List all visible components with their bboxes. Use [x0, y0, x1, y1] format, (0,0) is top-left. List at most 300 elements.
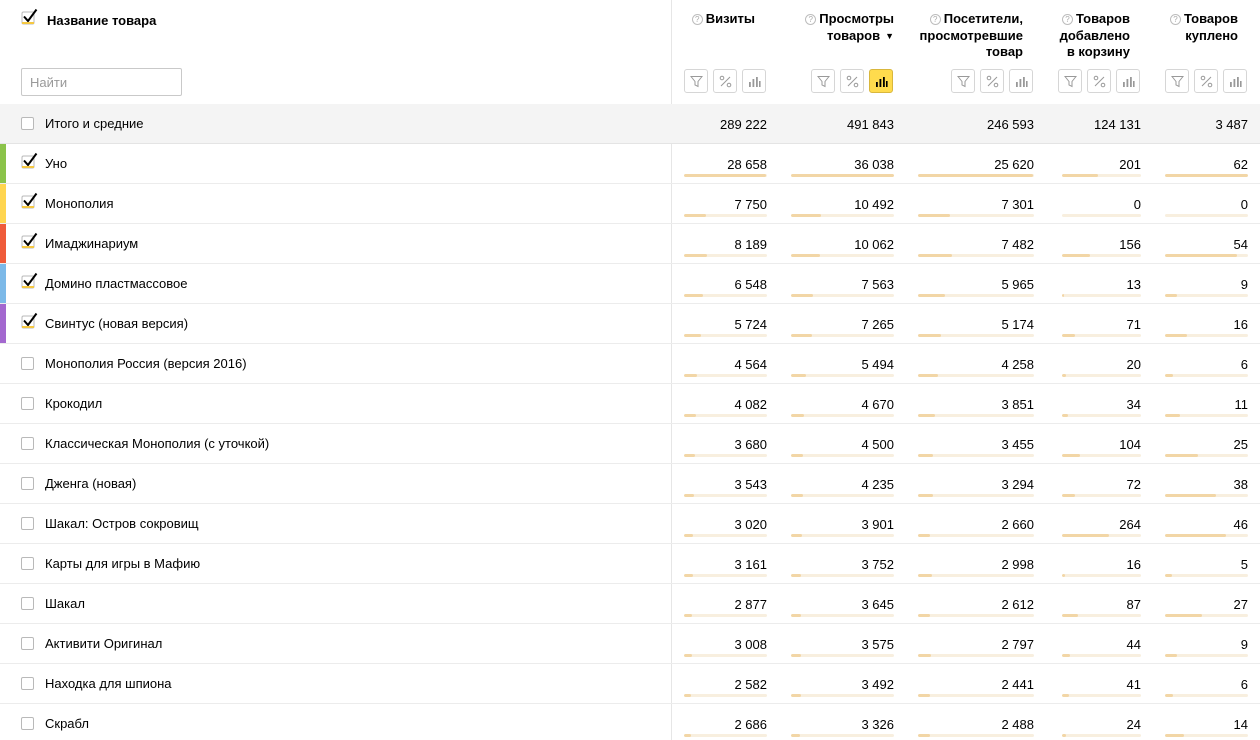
share-bar-track	[1062, 614, 1141, 617]
share-bar-fill	[1165, 294, 1177, 297]
share-bar-track	[1165, 494, 1248, 497]
share-bar-track	[1165, 294, 1248, 297]
metric-value: 3 492	[861, 677, 894, 692]
share-bar-track	[918, 254, 1034, 257]
column-label: Просмотры товаров	[819, 11, 894, 43]
share-bar-track	[1165, 374, 1248, 377]
row-checkbox[interactable]	[21, 677, 34, 690]
percent-button[interactable]	[840, 69, 864, 93]
help-icon[interactable]: ?	[692, 14, 703, 25]
product-name[interactable]: Имаджинариум	[45, 236, 139, 251]
total-purchased: 3 487	[1215, 117, 1248, 132]
metric-value: 3 161	[734, 557, 767, 572]
share-bar-track	[1062, 454, 1141, 457]
metric-value: 7 301	[1001, 197, 1034, 212]
share-bar-fill	[684, 214, 706, 217]
chart-button[interactable]	[742, 69, 766, 93]
metric-value: 25	[1233, 437, 1248, 452]
metric-value: 201	[1119, 157, 1141, 172]
metric-value: 38	[1233, 477, 1248, 492]
filter-button[interactable]	[684, 69, 708, 93]
product-name[interactable]: Монополия Россия (версия 2016)	[45, 356, 247, 371]
metric-value: 7 563	[861, 277, 894, 292]
share-bar-track	[791, 694, 894, 697]
row-checkbox-checked[interactable]	[21, 312, 38, 329]
share-bar-track	[684, 654, 767, 657]
metric-value: 3 543	[734, 477, 767, 492]
share-bar-track	[1062, 534, 1141, 537]
share-bar-track	[1062, 414, 1141, 417]
metric-value: 13	[1126, 277, 1141, 292]
product-name[interactable]: Скрабл	[45, 716, 89, 731]
row-checkbox[interactable]	[21, 517, 34, 530]
share-bar-fill	[791, 374, 806, 377]
product-name[interactable]: Домино пластмассовое	[45, 276, 188, 291]
share-bar-track	[791, 454, 894, 457]
metric-value: 62	[1233, 157, 1248, 172]
share-bar-fill	[791, 534, 802, 537]
table-row[interactable]	[0, 504, 1260, 544]
filter-button[interactable]	[1165, 69, 1189, 93]
metric-value: 8 189	[734, 237, 767, 252]
product-name[interactable]: Монополия	[45, 196, 114, 211]
row-checkbox[interactable]	[21, 717, 34, 730]
share-bar-track	[1165, 734, 1248, 737]
share-bar-fill	[918, 494, 933, 497]
metric-value: 4 235	[861, 477, 894, 492]
metric-value: 25 620	[994, 157, 1034, 172]
share-bar-track	[1165, 574, 1248, 577]
share-bar-track	[1062, 374, 1141, 377]
table-row[interactable]	[0, 424, 1260, 464]
metric-value: 28 658	[727, 157, 767, 172]
share-bar-track	[684, 494, 767, 497]
share-bar-track	[684, 254, 767, 257]
share-bar-fill	[918, 654, 931, 657]
share-bar-track	[1165, 694, 1248, 697]
column-header-product-views[interactable]	[784, 11, 894, 44]
share-bar-track	[918, 454, 1034, 457]
chart-button[interactable]	[1223, 69, 1247, 93]
column-title-product-name[interactable]: Название товара	[47, 13, 157, 28]
share-bar-fill	[918, 694, 930, 697]
chart-button[interactable]	[1116, 69, 1140, 93]
share-bar-track	[791, 374, 894, 377]
totals-row	[0, 104, 1260, 144]
share-bar-track	[791, 494, 894, 497]
metric-value: 2 797	[1001, 637, 1034, 652]
share-bar-fill	[1062, 254, 1090, 257]
share-bar-track	[791, 174, 894, 177]
share-bar-fill	[1062, 374, 1066, 377]
share-bar-track	[791, 334, 894, 337]
share-bar-fill	[918, 414, 935, 417]
product-name[interactable]: Шакал	[45, 596, 85, 611]
share-bar-track	[918, 294, 1034, 297]
metric-value: 0	[1133, 197, 1141, 212]
row-checkbox[interactable]	[21, 477, 34, 490]
column-header-visits[interactable]	[692, 11, 755, 28]
share-bar-track	[684, 614, 767, 617]
product-name[interactable]: Находка для шпиона	[45, 676, 172, 691]
share-bar-fill	[791, 574, 801, 577]
share-bar-track	[1062, 574, 1141, 577]
share-bar-fill	[791, 254, 820, 257]
share-bar-track	[791, 534, 894, 537]
column-header-added-to-cart[interactable]	[1052, 11, 1130, 61]
row-checkbox[interactable]	[21, 397, 34, 410]
share-bar-fill	[684, 494, 694, 497]
share-bar-fill	[1062, 734, 1066, 737]
share-bar-fill	[1165, 454, 1198, 457]
share-bar-fill	[1165, 334, 1187, 337]
metric-value: 5	[1240, 557, 1248, 572]
share-bar-track	[791, 574, 894, 577]
chart-button[interactable]	[1009, 69, 1033, 93]
metric-value: 5 494	[861, 357, 894, 372]
metric-value: 20	[1126, 357, 1141, 372]
percent-button[interactable]	[713, 69, 737, 93]
share-bar-fill	[1062, 654, 1070, 657]
share-bar-fill	[918, 214, 950, 217]
product-name[interactable]: Шакал: Остров сокровищ	[45, 516, 199, 531]
metric-value: 10 492	[854, 197, 894, 212]
metric-value: 3 326	[861, 717, 894, 732]
percent-button[interactable]	[1194, 69, 1218, 93]
share-bar-track	[684, 574, 767, 577]
share-bar-track	[684, 414, 767, 417]
share-bar-fill	[684, 654, 692, 657]
table-row[interactable]	[0, 624, 1260, 664]
share-bar-fill	[684, 334, 701, 337]
share-bar-fill	[1165, 174, 1248, 177]
share-bar-track	[684, 454, 767, 457]
share-bar-track	[1165, 254, 1248, 257]
metric-value: 87	[1126, 597, 1141, 612]
share-bar-track	[791, 254, 894, 257]
sort-desc-icon[interactable]: ▼	[885, 30, 894, 41]
metric-value: 2 686	[734, 717, 767, 732]
metric-value: 2 998	[1001, 557, 1034, 572]
total-added-to-cart: 124 131	[1094, 117, 1141, 132]
metric-value: 34	[1126, 397, 1141, 412]
share-bar-track	[1165, 214, 1248, 217]
help-icon[interactable]: ?	[1062, 14, 1073, 25]
metric-value: 71	[1126, 317, 1141, 332]
share-bar-track	[1165, 454, 1248, 457]
share-bar-fill	[1062, 174, 1098, 177]
share-bar-track	[1062, 694, 1141, 697]
table-row[interactable]	[0, 584, 1260, 624]
share-bar-fill	[1062, 534, 1109, 537]
share-bar-track	[684, 534, 767, 537]
share-bar-fill	[918, 174, 1033, 177]
metric-value: 3 901	[861, 517, 894, 532]
filter-button[interactable]	[951, 69, 975, 93]
table-row[interactable]	[0, 544, 1260, 584]
product-name[interactable]: Классическая Монополия (с уточкой)	[45, 436, 270, 451]
metric-value: 27	[1233, 597, 1248, 612]
share-bar-fill	[791, 454, 803, 457]
share-bar-track	[684, 214, 767, 217]
metric-value: 72	[1126, 477, 1141, 492]
share-bar-fill	[791, 734, 800, 737]
share-bar-track	[1062, 334, 1141, 337]
share-bar-track	[1062, 294, 1141, 297]
table-row[interactable]	[0, 384, 1260, 424]
metric-value: 3 752	[861, 557, 894, 572]
share-bar-track	[918, 334, 1034, 337]
share-bar-track	[918, 614, 1034, 617]
totals-label: Итого и средние	[45, 116, 144, 131]
share-bar-track	[791, 414, 894, 417]
metric-value: 5 965	[1001, 277, 1034, 292]
row-checkbox-checked[interactable]	[21, 272, 38, 289]
share-bar-track	[684, 734, 767, 737]
row-checkbox-checked[interactable]	[21, 232, 38, 249]
table-row[interactable]	[0, 264, 1260, 304]
share-bar-fill	[918, 574, 932, 577]
share-bar-fill	[1165, 254, 1237, 257]
share-bar-track	[918, 494, 1034, 497]
share-bar-fill	[791, 414, 804, 417]
share-bar-track	[1165, 614, 1248, 617]
share-bar-fill	[684, 454, 695, 457]
metric-value: 24	[1126, 717, 1141, 732]
metric-value: 11	[1234, 397, 1248, 412]
share-bar-track	[791, 734, 894, 737]
share-bar-track	[918, 734, 1034, 737]
share-bar-track	[918, 174, 1034, 177]
share-bar-track	[684, 334, 767, 337]
share-bar-fill	[1165, 574, 1172, 577]
product-name[interactable]: Дженга (новая)	[45, 476, 137, 491]
row-checkbox[interactable]	[21, 357, 34, 370]
share-bar-track	[918, 414, 1034, 417]
share-bar-fill	[684, 254, 707, 257]
metric-value: 6	[1240, 677, 1248, 692]
table-row[interactable]	[0, 184, 1260, 224]
row-checkbox-checked[interactable]	[21, 152, 38, 169]
total-visitors-viewed: 246 593	[987, 117, 1034, 132]
share-bar-fill	[1165, 414, 1180, 417]
metric-value: 4 670	[861, 397, 894, 412]
share-bar-fill	[1165, 374, 1173, 377]
search-input[interactable]	[21, 68, 182, 96]
row-checkbox[interactable]	[21, 557, 34, 570]
table-row[interactable]	[0, 704, 1260, 740]
share-bar-track	[684, 694, 767, 697]
metric-value: 9	[1240, 637, 1248, 652]
row-color-marker	[0, 144, 6, 183]
metric-value: 3 294	[1001, 477, 1034, 492]
help-icon[interactable]: ?	[1170, 14, 1181, 25]
share-bar-fill	[791, 654, 801, 657]
table-row[interactable]	[0, 464, 1260, 504]
filter-button[interactable]	[811, 69, 835, 93]
share-bar-track	[1165, 414, 1248, 417]
share-bar-track	[791, 614, 894, 617]
share-bar-track	[1165, 534, 1248, 537]
metric-value: 2 877	[734, 597, 767, 612]
share-bar-fill	[684, 174, 766, 177]
metric-value: 3 575	[861, 637, 894, 652]
metric-value: 3 645	[861, 597, 894, 612]
share-bar-track	[1062, 734, 1141, 737]
share-bar-track	[1165, 654, 1248, 657]
metric-value: 2 660	[1001, 517, 1034, 532]
row-checkbox[interactable]	[21, 437, 34, 450]
metric-value: 36 038	[854, 157, 894, 172]
metric-value: 3 851	[1001, 397, 1034, 412]
share-bar-fill	[1165, 734, 1184, 737]
metric-value: 9	[1240, 277, 1248, 292]
metric-value: 14	[1233, 717, 1248, 732]
table-row[interactable]	[0, 144, 1260, 184]
share-bar-fill	[791, 174, 894, 177]
metric-value: 2 488	[1001, 717, 1034, 732]
share-bar-track	[1062, 654, 1141, 657]
share-bar-track	[791, 654, 894, 657]
product-name[interactable]: Крокодил	[45, 396, 103, 411]
total-visits: 289 222	[720, 117, 767, 132]
share-bar-fill	[684, 694, 691, 697]
metric-value: 41	[1126, 677, 1141, 692]
share-bar-fill	[791, 494, 803, 497]
share-bar-fill	[918, 734, 930, 737]
share-bar-fill	[791, 614, 801, 617]
column-label: Визиты	[705, 11, 755, 26]
share-bar-fill	[1062, 414, 1068, 417]
row-color-marker	[0, 304, 6, 343]
share-bar-track	[1165, 174, 1248, 177]
share-bar-fill	[1062, 334, 1075, 337]
share-bar-fill	[684, 734, 691, 737]
share-bar-track	[1165, 334, 1248, 337]
share-bar-fill	[918, 374, 938, 377]
share-bar-fill	[1165, 534, 1226, 537]
metric-value: 264	[1119, 517, 1141, 532]
metric-value: 4 500	[861, 437, 894, 452]
totals-checkbox[interactable]	[21, 117, 34, 130]
share-bar-track	[684, 174, 767, 177]
metric-value: 2 612	[1001, 597, 1034, 612]
share-bar-track	[918, 374, 1034, 377]
share-bar-fill	[684, 374, 697, 377]
row-checkbox[interactable]	[21, 597, 34, 610]
column-label: Товаров добавлено в корзину	[1059, 11, 1130, 59]
metric-value: 3 008	[734, 637, 767, 652]
column-label: Посетители, просмотревшие товар	[919, 11, 1023, 59]
metric-value: 10 062	[854, 237, 894, 252]
chart-button[interactable]	[869, 69, 893, 93]
share-bar-fill	[791, 294, 813, 297]
metric-value: 16	[1233, 317, 1248, 332]
product-name[interactable]: Уно	[45, 156, 68, 171]
share-bar-track	[684, 294, 767, 297]
share-bar-fill	[918, 294, 945, 297]
metric-value: 4 082	[734, 397, 767, 412]
share-bar-fill	[684, 414, 696, 417]
share-bar-fill	[918, 454, 933, 457]
row-checkbox[interactable]	[21, 637, 34, 650]
table-row[interactable]	[0, 304, 1260, 344]
share-bar-track	[918, 534, 1034, 537]
metric-value: 3 020	[734, 517, 767, 532]
share-bar-fill	[684, 614, 692, 617]
metric-value: 2 582	[734, 677, 767, 692]
select-all-checkbox[interactable]	[21, 8, 38, 25]
metric-value: 54	[1233, 237, 1248, 252]
product-name[interactable]: Карты для игры в Мафию	[45, 556, 201, 571]
metric-value: 7 482	[1001, 237, 1034, 252]
share-bar-fill	[918, 254, 952, 257]
column-header-purchased[interactable]	[1158, 11, 1238, 44]
metric-value: 16	[1126, 557, 1141, 572]
table-row[interactable]	[0, 224, 1260, 264]
product-name[interactable]: Активити Оригинал	[45, 636, 163, 651]
percent-button[interactable]	[1087, 69, 1111, 93]
share-bar-fill	[791, 694, 801, 697]
share-bar-track	[1062, 494, 1141, 497]
metric-value: 4 258	[1001, 357, 1034, 372]
table-row[interactable]	[0, 344, 1260, 384]
product-name[interactable]: Свинтус (новая версия)	[45, 316, 189, 331]
share-bar-track	[1062, 254, 1141, 257]
share-bar-track	[918, 654, 1034, 657]
share-bar-fill	[918, 334, 941, 337]
share-bar-fill	[1165, 694, 1173, 697]
share-bar-fill	[791, 214, 821, 217]
column-label: Товаров куплено	[1184, 11, 1238, 43]
share-bar-fill	[1062, 694, 1069, 697]
table-row[interactable]	[0, 664, 1260, 704]
metric-value: 0	[1240, 197, 1248, 212]
column-header-visitors-viewed[interactable]	[907, 11, 1023, 61]
metric-value: 104	[1119, 437, 1141, 452]
share-bar-fill	[1062, 454, 1080, 457]
share-bar-fill	[1062, 294, 1064, 297]
help-icon[interactable]: ?	[930, 14, 941, 25]
help-icon[interactable]: ?	[805, 14, 816, 25]
table-header	[0, 0, 1260, 104]
metric-value: 4 564	[734, 357, 767, 372]
share-bar-fill	[1165, 614, 1202, 617]
row-color-marker	[0, 264, 6, 303]
share-bar-fill	[1062, 614, 1078, 617]
metric-value: 156	[1119, 237, 1141, 252]
filter-button[interactable]	[1058, 69, 1082, 93]
share-bar-fill	[918, 534, 930, 537]
share-bar-fill	[1062, 574, 1065, 577]
share-bar-fill	[684, 534, 693, 537]
share-bar-fill	[684, 294, 703, 297]
percent-button[interactable]	[980, 69, 1004, 93]
metric-value: 5 174	[1001, 317, 1034, 332]
share-bar-track	[1062, 214, 1141, 217]
share-bar-fill	[1062, 494, 1075, 497]
metric-value: 44	[1126, 637, 1141, 652]
row-checkbox-checked[interactable]	[21, 192, 38, 209]
row-color-marker	[0, 224, 6, 263]
share-bar-track	[918, 694, 1034, 697]
share-bar-fill	[791, 334, 812, 337]
metric-value: 3 680	[734, 437, 767, 452]
share-bar-track	[918, 214, 1034, 217]
metric-value: 7 750	[734, 197, 767, 212]
row-color-marker	[0, 184, 6, 223]
share-bar-fill	[1165, 654, 1177, 657]
